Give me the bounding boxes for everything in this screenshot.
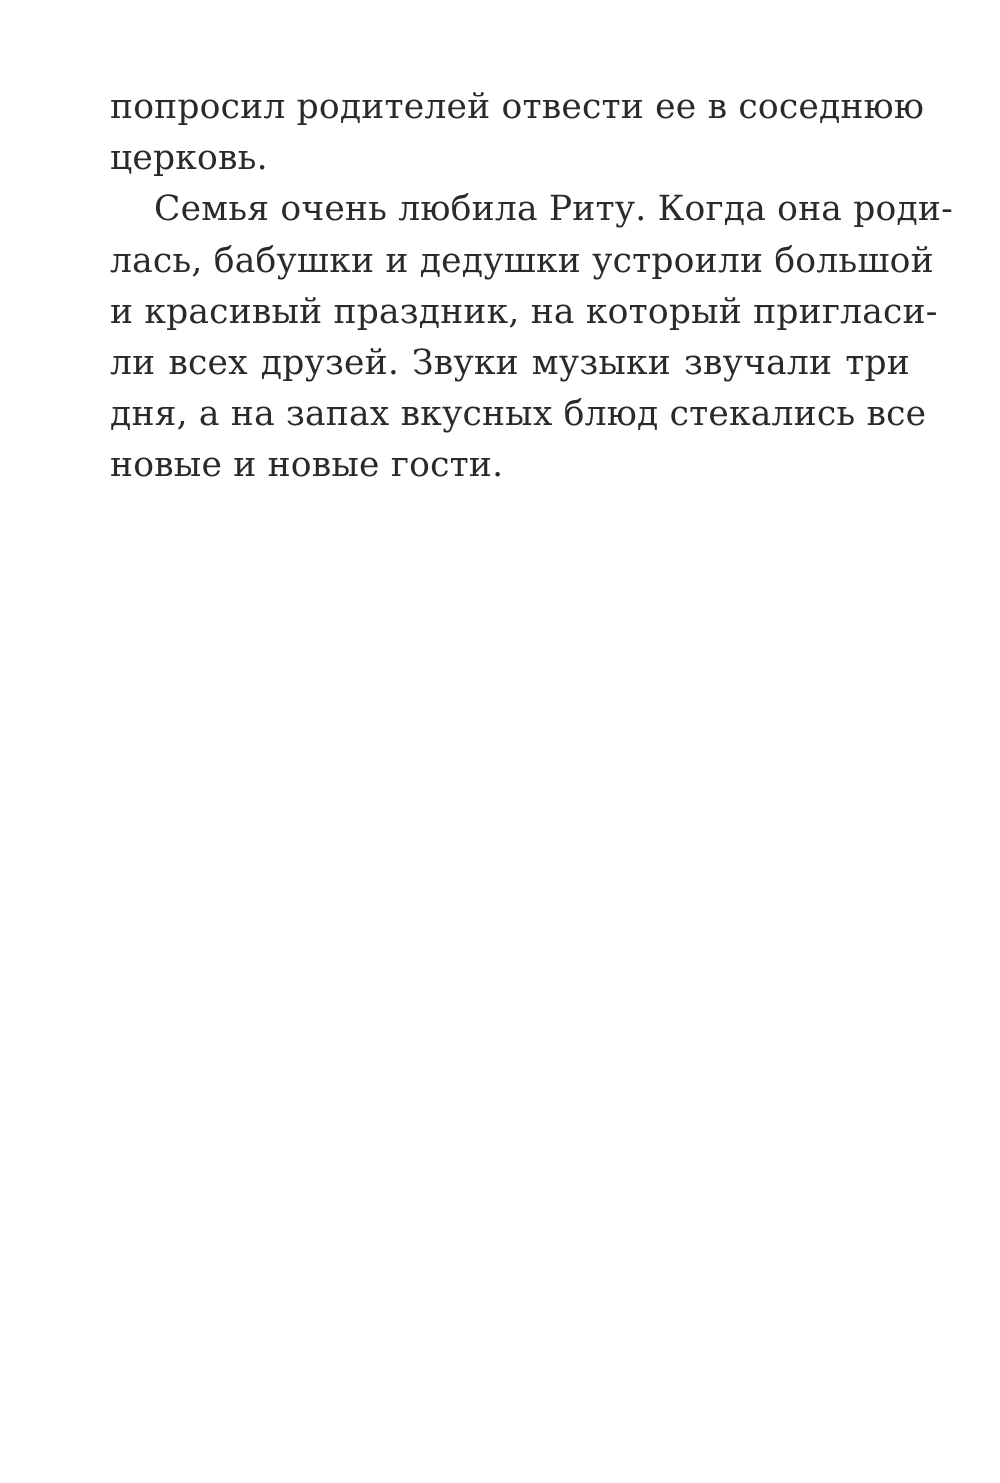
- book-page-text: [110, 82, 953, 492]
- text-line: Семья очень любила Риту. Когда она роди-: [154, 189, 953, 230]
- text-line: дня, а на запах вкусных блюд стекались все: [110, 394, 927, 435]
- text-line: церковь.: [110, 138, 268, 179]
- text-line: лась, бабушки и дедушки устроили большой: [110, 240, 934, 281]
- paragraph-1: [110, 82, 925, 184]
- text-line: попросил родителей отвести ее в соседнюю: [110, 87, 925, 127]
- text-line: и красивый праздник, на который пригласи-: [110, 291, 938, 332]
- text-line: ли всех друзей. Звуки музыки звучали три: [110, 342, 910, 383]
- text-line: новые и новые гости.: [110, 445, 504, 486]
- paragraph-2: [110, 184, 953, 491]
